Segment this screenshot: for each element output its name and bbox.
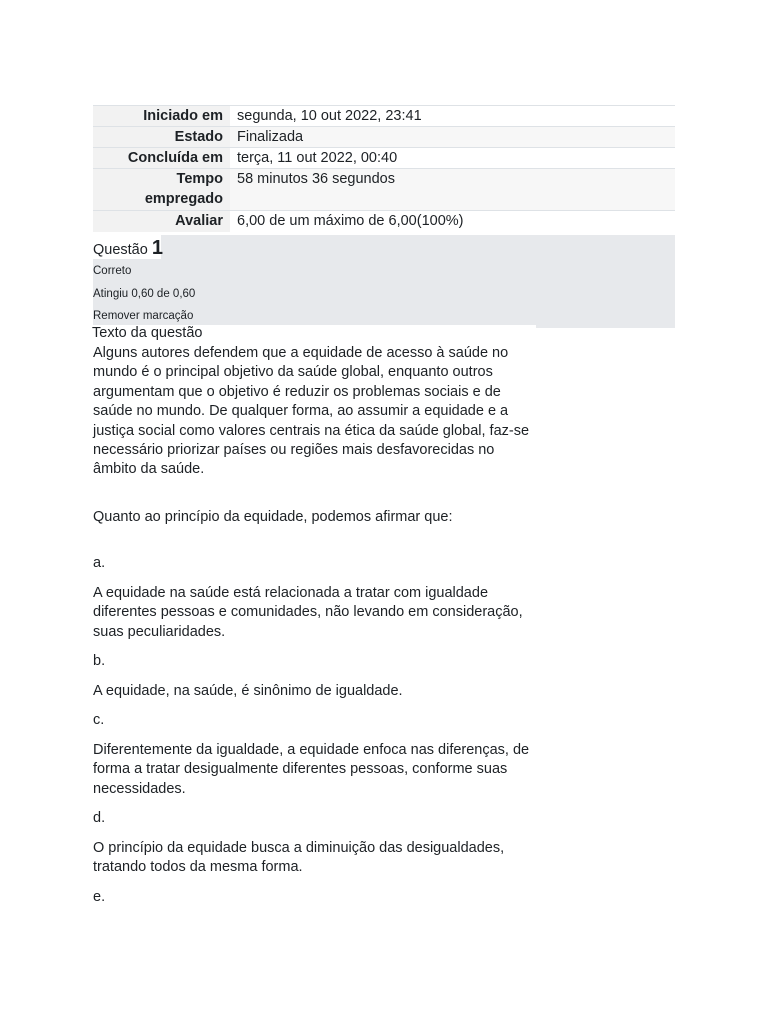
attempt-summary-table [93, 105, 675, 232]
remove-flag-link[interactable]: Remover marcação [93, 310, 194, 322]
option-c-letter[interactable]: c. [93, 712, 105, 728]
option-c-text[interactable]: Diferentemente da igualdade, a equidade enfoca nas diferenças, de forma a tratar desigualmente diferentes pessoas, conforme suas necessidades. [93, 742, 530, 797]
summary-row-state [93, 127, 675, 148]
option-d-text[interactable]: O princípio da equidade busca a diminuição das desigualdades, tratando todos da mesma forma. [93, 840, 505, 876]
question-label: Questão [93, 242, 148, 258]
started-label: Iniciado em [93, 106, 230, 127]
question-number-value: 1 [151, 237, 163, 259]
option-a-text[interactable]: A equidade na saúde está relacionada a tratar com igualdade diferentes pessoas e comunidades, não levando em consideração, suas peculiaridades. [93, 585, 523, 640]
question-number [93, 237, 163, 260]
grade-value: 6,00 de um máximo de 6,00(100%) [230, 211, 675, 232]
option-a-letter[interactable]: a. [93, 555, 106, 571]
summary-row-completed [93, 148, 675, 169]
option-b-text[interactable]: A equidade, na saúde, é sinônimo de igualdade. [93, 683, 403, 699]
started-value: segunda, 10 out 2022, 23:41 [230, 106, 675, 127]
question-prompt: Quanto ao princípio da equidade, podemos afirmar que: [93, 509, 453, 525]
summary-row-time [93, 169, 675, 211]
time-label [93, 169, 230, 211]
summary-row-started [93, 106, 675, 127]
time-label-line-1: Tempo [176, 171, 223, 187]
completed-value: terça, 11 out 2022, 00:40 [230, 148, 675, 169]
option-b-letter[interactable]: b. [93, 653, 106, 669]
grade-label: Avaliar [93, 211, 230, 232]
question-info-panel [93, 235, 675, 328]
question-text-label: Texto da questão [92, 325, 203, 341]
time-label-line-2: empregado [144, 191, 223, 207]
time-value: 58 minutos 36 segundos [230, 169, 675, 211]
state-value: Finalizada [230, 127, 675, 148]
state-label: Estado [93, 127, 230, 148]
question-state: Correto [93, 265, 132, 277]
option-e-letter[interactable]: e. [93, 889, 106, 905]
option-d-letter[interactable]: d. [93, 810, 106, 826]
question-grade: Atingiu 0,60 de 0,60 [93, 288, 196, 300]
summary-row-grade [93, 211, 675, 232]
question-text: Alguns autores defendem que a equidade de acesso à saúde no mundo é o principal objetivo da saúde global, enquanto outros argumentam que o objetivo é reduzir os problemas sociais e de saúde no mundo. De qualquer forma, ao assumir a equidade e a justiça social como valores centrais na ética da saúde global, faz-se necessário priorizar países ou regiões mais desfavorecidas no âmbito da saúde. [93, 345, 530, 478]
completed-label: Concluída em [93, 148, 230, 169]
